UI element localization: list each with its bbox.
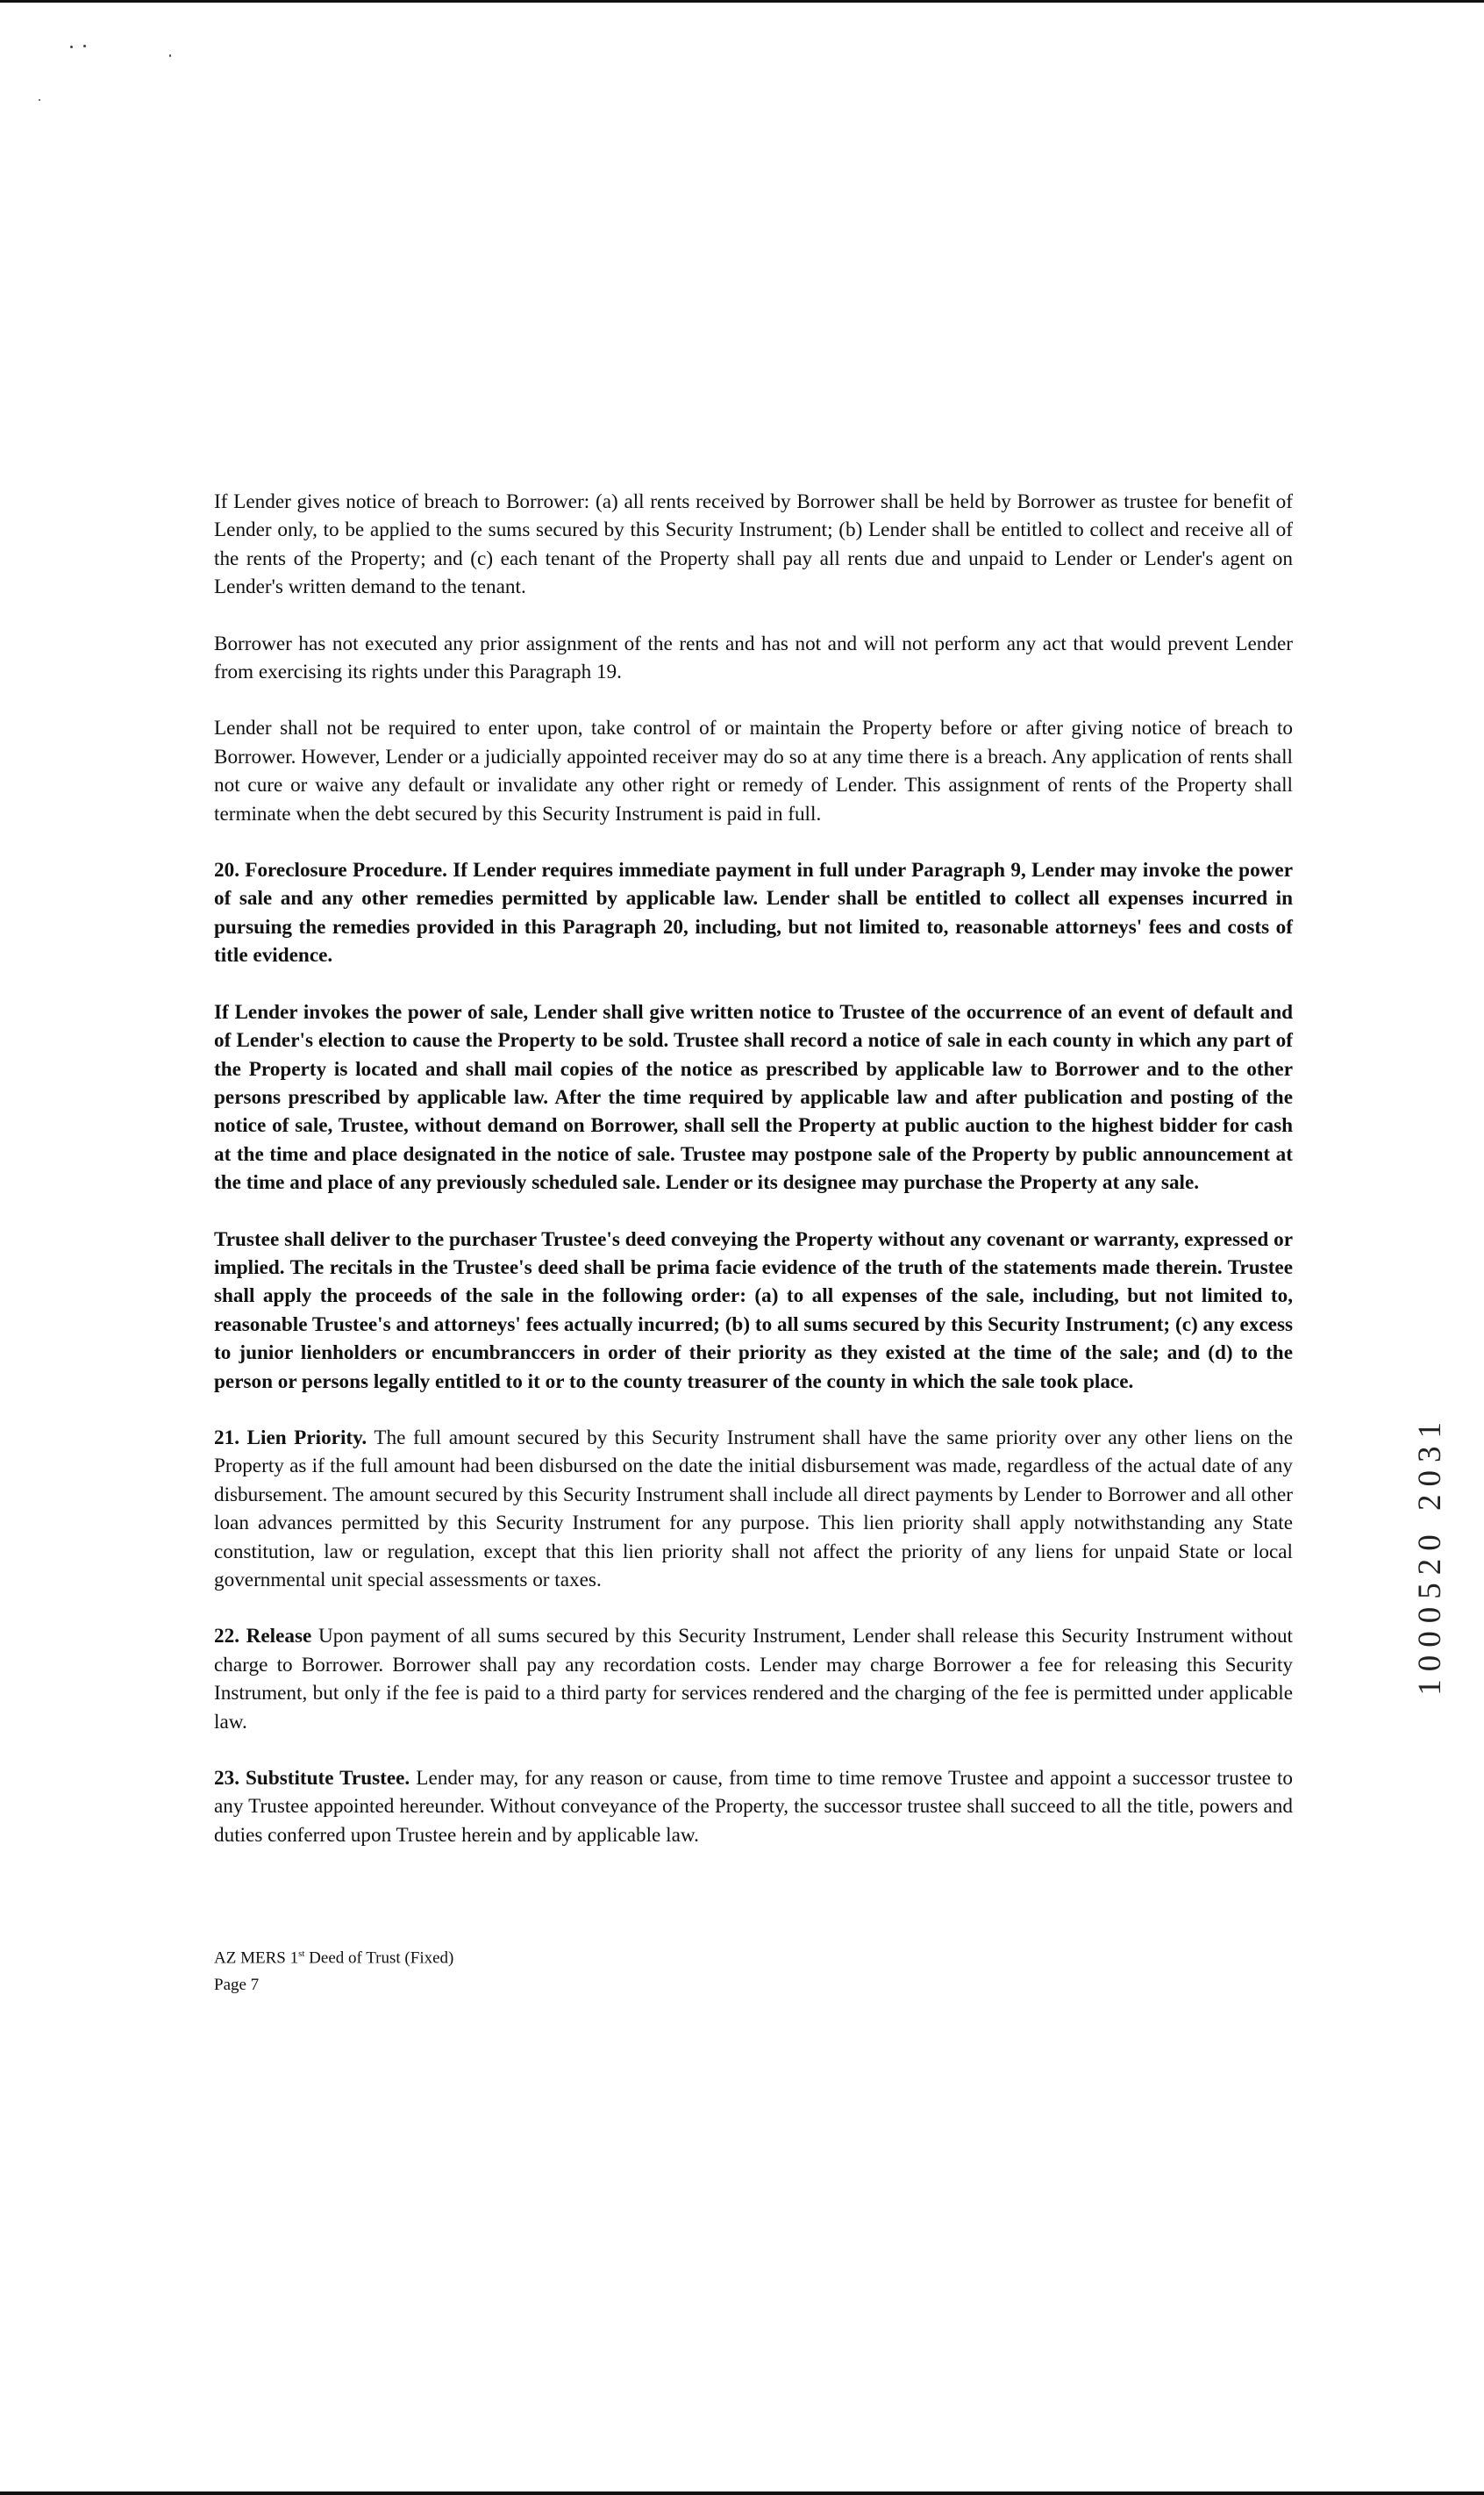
paragraph-lender-control: Lender shall not be required to enter upon, take control of or maintain the Property before or after giving notice of breach to Borrower. However, Lender or a judicially appointed receiver may do so at any time there is a breach. Any application of rents shall not cure or waive any default or invalidate any other right or remedy of Lender. This assignment of rents of the Property shall terminate when the debt secured by this Security Instrument is paid in full. [214,717,1293,826]
substitute-trustee-heading: 23. Substitute Trustee. [214,1767,410,1791]
scan-speck [70,46,73,48]
substitute-trustee-text: Lender may, for any reason or cause, from time to time remove Trustee and appoint a successor trustee to any Trustee appointed hereunder. Without conveyance of the Property, the successor trustee shall succeed to all the title, powers and duties conferred upon Trustee herein and by applicable law. [214,1767,1293,1847]
release-text: Upon payment of all sums secured by this Security Instrument, Lender shall release this Security Instrument without charge to Borrower. Borrower shall pay any recordation costs. Lender may charge Borrower a fee for releasing this Security Instrument, but only if the fee is paid to a third party for services rendered and the charging of the fee is permitted under applicable law. [214,1625,1293,1734]
scan-speck [39,99,40,101]
bottom-border-line [0,2491,1484,2495]
lien-priority-text: The full amount secured by this Security Instrument shall have the same priority over any other liens on the Property as if the full amount had been disbursed on the date the initial disbursement was made, regardless of the actual date of any disbursement. The amount secured by this Security Instrument shall include all direct payments by Lender to Borrower and all other loan advances permitted by this Security Instrument for any purpose. This lien priority shall apply notwithstanding any State constitution, law or regulation, except that this lien priority shall not affect the priority of any liens for unpaid State or local governmental unit special assessments or taxes. [214,1426,1293,1591]
paragraph-prior-assignment: Borrower has not executed any prior assignment of the rents and has not and will not perform any act that would prevent Lender from exercising its rights under this Paragraph 19. [214,632,1293,684]
scan-speck [169,54,171,57]
paragraph-release [214,1622,1293,1736]
lien-priority-heading: 21. Lien Priority. [214,1426,367,1449]
top-border-line [0,0,1484,3]
paragraph-power-of-sale: If Lender invokes the power of sale, Lender shall give written notice to Trustee of the occurrence of an event of default and of Lender's election to cause the Property to be sold. Trustee shall record a notice of sale in each county in which any part of the Property is located and shall mail copies of the notice as prescribed by applicable law to Borrower and to the other persons prescribed by applicable law. After the time required by applicable law and after publication and posting of the notice of sale, Trustee, without demand on Borrower, shall sell the Property at public auction to the highest bidder for cash at the time and place designated in the notice of sale. Trustee may postpone sale of the Property by public announcement at the time and place of any previously scheduled sale. Lender or its designee may purchase the Property at any sale. [214,1000,1293,1195]
paragraph-rents-notice: If Lender gives notice of breach to Borrower: (a) all rents received by Borrower shall be held by Borrower as trustee for benefit of Lender only, to be applied to the sums secured by this Security Instrument; (b) Lender shall be entitled to collect and receive all of the rents of the Property; and (c) each tenant of the Property shall pay all rents due and unpaid to Lender or Lender's agent on Lender's written demand to the tenant. [214,490,1293,599]
page-number: Page 7 [214,1976,260,1995]
page-footer [214,1941,453,1998]
release-heading: 22. Release [214,1625,312,1648]
paragraph-substitute-trustee [214,1764,1293,1849]
paragraph-trustee-deed: Trustee shall deliver to the purchaser Trustee's deed conveying the Property without any covenant or warranty, expressed or implied. The recitals in the Trustee's deed shall be prima facie evidence of the truth of the statements made therein. Trustee shall apply the proceeds of the sale in the following order: (a) to all expenses of the sale, including, but not limited to, reasonable Trustee's and attorneys' fees actually incurred; (b) to all sums secured by this Security Instrument; (c) any excess to junior lienholders or encumbranccers in order of their priority as they existed at the time of the sale; and (d) to the person or persons legally entitled to it or to the county treasurer of the county in which the sale took place. [214,1227,1293,1393]
scan-speck [83,45,86,47]
document-body [214,488,1293,1877]
paragraph-lien-priority [214,1424,1293,1594]
form-identifier: AZ MERS 1st Deed of Trust (Fixed) [214,1948,454,1968]
recording-stamp-number: 1000520 2031 [1412,1414,1448,1696]
paragraph-foreclosure-procedure: 20. Foreclosure Procedure. If Lender requires immediate payment in full under Paragraph 9, Lender may invoke the power of sale and any other remedies permitted by applicable law. Lender shall be entitled to collect all expenses incurred in pursuing the remedies provided in this Paragraph 20, including, but not limited to, reasonable attorneys' fees and costs of title evidence. [214,859,1293,968]
